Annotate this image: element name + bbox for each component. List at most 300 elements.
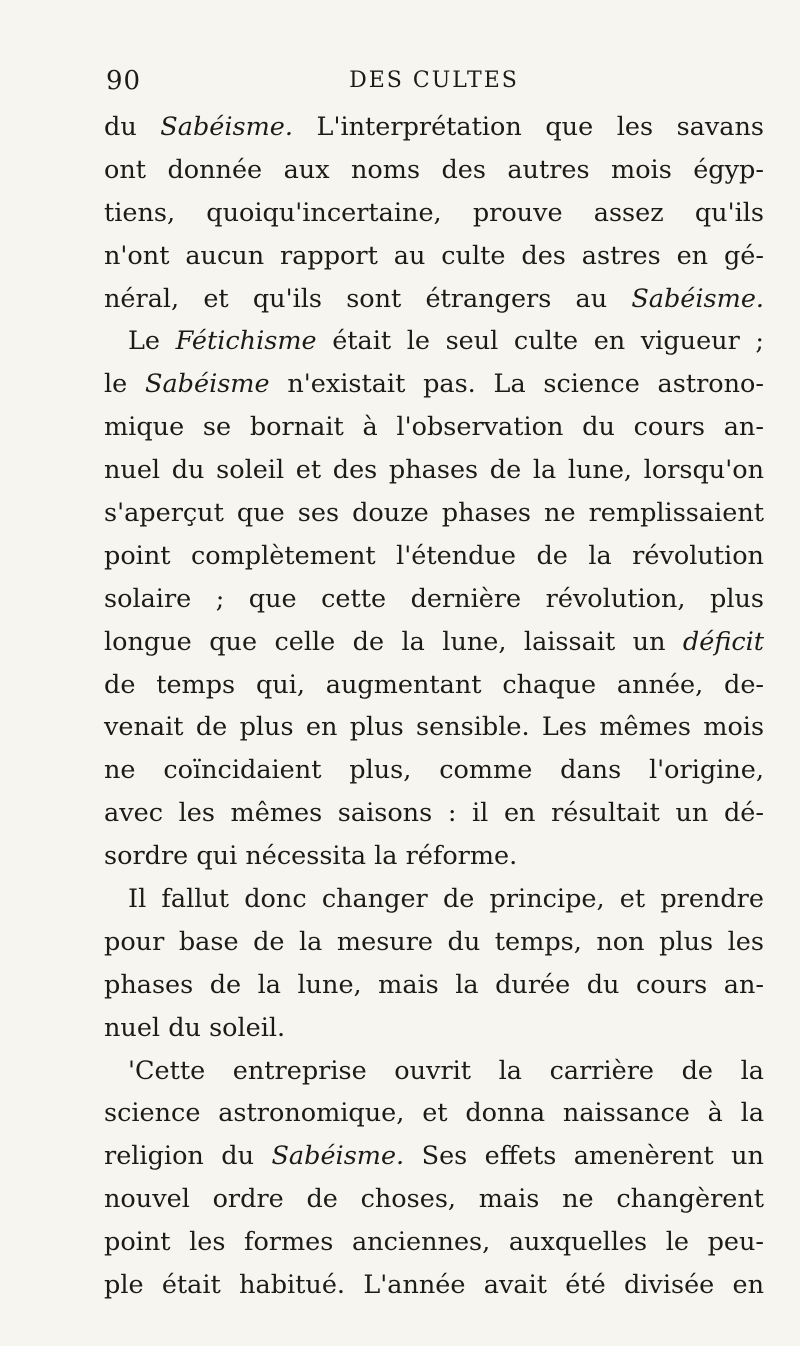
word: changer: [321, 884, 428, 915]
word: carrière: [549, 1055, 654, 1086]
word: science: [543, 369, 640, 400]
text-line: [104, 106, 764, 149]
word-gap: [488, 792, 504, 835]
word-gap: [713, 921, 728, 964]
word: ne: [562, 1184, 594, 1215]
word-gap: [136, 749, 164, 792]
word-gap: [401, 278, 425, 321]
word-gap: [171, 535, 191, 578]
word: durée: [495, 969, 571, 1000]
word-gap: [660, 792, 676, 835]
word-gap: [563, 192, 594, 235]
word: point: [104, 1227, 171, 1258]
word: donna: [465, 1098, 546, 1129]
word: dernière: [410, 583, 522, 614]
word-gap: [605, 878, 620, 921]
word: avec: [104, 798, 163, 829]
word-gap: [490, 1221, 509, 1264]
word-gap: [333, 1221, 352, 1264]
word: avait: [483, 1270, 547, 1301]
word: auxquelles: [508, 1227, 648, 1258]
word-gap: [262, 149, 283, 192]
word: pour: [104, 926, 165, 957]
word-gap: [127, 363, 145, 406]
word: plus: [349, 712, 404, 743]
page-number: 90: [106, 66, 142, 96]
word: du: [447, 926, 481, 957]
word: donc: [244, 884, 307, 915]
word-gap: [691, 706, 703, 749]
word: cours: [635, 969, 708, 1000]
word-gap: [285, 492, 298, 535]
word: formes: [244, 1227, 334, 1258]
word-gap: [200, 1092, 218, 1135]
word-gap: [378, 406, 397, 449]
word-gap: [505, 235, 521, 278]
word: la: [401, 626, 425, 657]
word: le: [104, 369, 128, 400]
running-title: DES CULTES: [349, 68, 519, 93]
word-gap: [707, 964, 723, 1007]
word: pas.: [423, 369, 476, 400]
italic-word: déficit: [682, 626, 765, 657]
word: base: [178, 926, 239, 957]
word-gap: [708, 235, 724, 278]
text-line: [104, 664, 764, 707]
word: à: [707, 1098, 723, 1129]
word: mêmes: [599, 712, 691, 743]
text-line: [104, 878, 764, 921]
word: soleil.: [209, 1012, 286, 1043]
word-gap: [530, 706, 542, 749]
word: qui,: [255, 669, 305, 700]
word-gap: [224, 578, 248, 621]
word: chaque: [502, 669, 597, 700]
word-gap: [482, 664, 503, 707]
word: la: [257, 969, 281, 1000]
word-gap: [215, 792, 231, 835]
word-gap: [576, 492, 589, 535]
word-gap: [545, 1092, 563, 1135]
word-gap: [386, 578, 410, 621]
word-gap: [568, 535, 588, 578]
word: aux: [283, 154, 330, 185]
word: douze: [352, 498, 429, 529]
word: venait: [104, 712, 184, 743]
word-gap: [345, 1264, 363, 1307]
word: anciennes,: [351, 1227, 491, 1258]
word-gap: [466, 1264, 484, 1307]
word-gap: [690, 1092, 708, 1135]
word: de: [352, 626, 385, 657]
word: été: [565, 1270, 606, 1301]
word-gap: [257, 621, 274, 664]
word-gap: [192, 621, 209, 664]
word-gap: [378, 235, 394, 278]
text-line: [104, 706, 764, 749]
body-text: [104, 106, 764, 1307]
text-line: [104, 320, 764, 363]
word-gap: [507, 621, 524, 664]
word-gap: [593, 106, 617, 149]
word-gap: [411, 749, 439, 792]
word: un: [632, 626, 666, 657]
word: dé-: [723, 798, 764, 829]
word-gap: [522, 1050, 550, 1093]
word-gap: [284, 449, 296, 492]
word-gap: [714, 1135, 731, 1178]
word: du: [104, 112, 137, 142]
word-gap: [645, 878, 660, 921]
word-gap: [160, 449, 172, 492]
word: La: [493, 369, 526, 400]
word: principe,: [489, 884, 605, 915]
word-gap: [471, 1050, 499, 1093]
word: complètement: [190, 540, 376, 571]
word: sont: [346, 283, 402, 314]
word-gap: [714, 1264, 732, 1307]
word-gap: [705, 406, 724, 449]
word: Le: [128, 326, 161, 357]
word: la: [740, 1055, 764, 1086]
word: soleil: [216, 455, 285, 486]
word-gap: [708, 792, 724, 835]
word: religion: [104, 1141, 204, 1172]
word: les: [178, 798, 215, 829]
word-gap: [556, 1135, 573, 1178]
word-gap: [366, 835, 374, 878]
word-gap: [703, 664, 724, 707]
text-line: [104, 749, 764, 792]
word: changèrent: [616, 1184, 765, 1215]
word-gap: [146, 149, 167, 192]
word: ont: [104, 154, 147, 185]
word-gap: [625, 320, 641, 363]
text-line: [104, 535, 764, 578]
word-gap: [362, 964, 378, 1007]
word: laissait: [523, 626, 616, 657]
word: longue: [104, 626, 192, 657]
word: celle: [274, 626, 336, 657]
text-line: [104, 1221, 764, 1264]
word: savans: [676, 112, 765, 142]
text-line: [104, 964, 764, 1007]
word: cours: [633, 412, 705, 443]
italic-word: Sabéisme.: [160, 112, 293, 142]
word-gap: [335, 621, 352, 664]
word-gap: [227, 706, 239, 749]
word-gap: [241, 964, 257, 1007]
word-gap: [169, 235, 185, 278]
word-gap: [204, 449, 216, 492]
word: point: [104, 540, 171, 571]
word: augmentant: [325, 669, 482, 700]
word: était: [332, 326, 392, 357]
word: à: [362, 412, 378, 443]
word-gap: [322, 921, 337, 964]
word: en: [732, 1270, 765, 1301]
word: et: [295, 455, 322, 486]
word-gap: [521, 578, 545, 621]
word: de: [536, 540, 568, 571]
word: révolution,: [545, 583, 686, 614]
word-gap: [184, 406, 203, 449]
word: ne: [544, 498, 576, 529]
word-gap: [619, 964, 635, 1007]
word-gap: [317, 320, 333, 363]
word-gap: [596, 664, 617, 707]
word: astronomique,: [218, 1098, 405, 1129]
word: qu'ils: [694, 197, 764, 228]
word-gap: [270, 363, 288, 406]
word-gap: [479, 964, 495, 1007]
word-gap: [205, 1050, 233, 1093]
word: comme: [439, 755, 533, 786]
word-gap: [587, 706, 599, 749]
word-gap: [377, 449, 389, 492]
word: mique: [104, 412, 185, 443]
word-gap: [547, 1264, 565, 1307]
word-gap: [456, 1178, 479, 1221]
word-gap: [486, 149, 507, 192]
word: du: [171, 455, 205, 486]
word-gap: [570, 964, 586, 1007]
text-line: [104, 192, 764, 235]
word: peu-: [707, 1227, 765, 1258]
word: l'origine,: [649, 755, 764, 786]
word: plus,: [349, 755, 412, 786]
word: qui: [196, 841, 238, 872]
word-gap: [285, 921, 300, 964]
word-gap: [539, 1178, 562, 1221]
word: du: [221, 1141, 255, 1172]
word-gap: [307, 878, 322, 921]
word: se: [202, 412, 232, 443]
word-gap: [144, 1264, 162, 1307]
word-gap: [535, 792, 551, 835]
word-gap: [294, 706, 306, 749]
word: les: [727, 926, 764, 957]
word: science: [104, 1098, 201, 1129]
word: plus: [239, 712, 294, 743]
word-gap: [225, 1221, 244, 1264]
word: phases: [104, 969, 194, 1000]
word: mêmes: [230, 798, 323, 829]
word-gap: [404, 706, 416, 749]
word: de-: [724, 669, 765, 700]
word: gé-: [723, 240, 765, 271]
word-gap: [582, 921, 597, 964]
word-gap: [239, 921, 254, 964]
word: prouve: [472, 197, 563, 228]
text-line: [104, 792, 764, 835]
word-gap: [190, 1178, 213, 1221]
word: étrangers: [425, 283, 552, 314]
word: en: [676, 240, 709, 271]
word: réforme.: [405, 841, 518, 872]
word-gap: [281, 964, 297, 1007]
word: la: [498, 1055, 523, 1086]
italic-word: Sabéisme.: [271, 1141, 405, 1172]
word: de: [104, 669, 136, 700]
word-gap: [428, 878, 443, 921]
word: la: [299, 926, 323, 957]
word-gap: [160, 320, 176, 363]
word: donnée: [167, 154, 263, 185]
word: année,: [616, 669, 704, 700]
word-gap: [391, 320, 407, 363]
word: sensible.: [416, 712, 530, 743]
word: du: [586, 969, 620, 1000]
word: nouvel: [104, 1184, 190, 1215]
word-gap: [367, 1050, 395, 1093]
word-gap: [330, 149, 351, 192]
word: de: [306, 1184, 338, 1215]
word: effets: [484, 1141, 557, 1172]
word-gap: [666, 621, 683, 664]
text-line: [104, 406, 764, 449]
word-gap: [590, 149, 611, 192]
word-gap: [467, 1135, 484, 1178]
word: il: [472, 798, 489, 829]
word-gap: [521, 449, 533, 492]
word: les: [189, 1227, 226, 1258]
text-line: [104, 1007, 764, 1050]
word-gap: [430, 320, 446, 363]
word-gap: [433, 921, 448, 964]
word-gap: [429, 492, 442, 535]
word: le: [665, 1227, 689, 1258]
word: mais: [478, 1184, 540, 1215]
word: en: [593, 326, 626, 357]
word-gap: [179, 278, 203, 321]
word-gap: [135, 664, 156, 707]
word-gap: [448, 1092, 466, 1135]
word-gap: [405, 363, 423, 406]
word: les: [616, 112, 654, 142]
word: mais: [378, 969, 439, 1000]
text-line: [104, 278, 764, 321]
italic-word: Fétichisme: [175, 326, 317, 357]
word-gap: [175, 192, 206, 235]
book-page: [104, 66, 764, 1307]
word-gap: [632, 449, 644, 492]
word-gap: [229, 878, 244, 921]
word: fallut: [161, 884, 230, 915]
text-line: [104, 1178, 764, 1221]
word-gap: [146, 878, 161, 921]
word-gap: [339, 492, 352, 535]
word: L'interprétation: [316, 112, 522, 142]
word: remplissaient: [588, 498, 764, 529]
word: résultait: [551, 798, 660, 829]
word: de: [195, 712, 228, 743]
word: ple: [104, 1270, 144, 1301]
word: que: [545, 112, 594, 142]
word: phases: [388, 455, 479, 486]
word: ne: [104, 755, 136, 786]
word: ses: [297, 498, 340, 529]
word-gap: [476, 363, 494, 406]
word: et: [422, 1098, 448, 1129]
word-gap: [740, 320, 756, 363]
word-gap: [607, 278, 631, 321]
text-line: [104, 149, 764, 192]
word-gap: [645, 921, 660, 964]
word: égyp-: [693, 154, 764, 185]
word: ordre: [212, 1184, 284, 1215]
word-gap: [297, 578, 321, 621]
word: mesure: [336, 926, 433, 957]
word-gap: [184, 706, 196, 749]
word-gap: [686, 578, 710, 621]
italic-word: Sabéisme: [144, 369, 270, 400]
word-gap: [344, 406, 363, 449]
word-gap: [191, 578, 215, 621]
word: seul: [445, 326, 499, 357]
word-gap: [235, 664, 256, 707]
word: vigueur: [640, 326, 740, 357]
word-gap: [456, 792, 472, 835]
word: phases: [441, 498, 531, 529]
word: assez: [593, 197, 664, 228]
word: lune,: [567, 455, 633, 486]
word-gap: [384, 621, 401, 664]
word: un: [675, 798, 709, 829]
word: au: [393, 240, 426, 271]
word-gap: [442, 192, 473, 235]
word: 'Cette: [128, 1055, 206, 1086]
word-gap: [404, 1092, 422, 1135]
word: naissance: [562, 1098, 690, 1129]
word: au: [575, 283, 608, 314]
word: la: [588, 540, 612, 571]
word: non: [596, 926, 645, 957]
word-gap: [321, 749, 349, 792]
word-gap: [305, 664, 326, 707]
word: temps,: [494, 926, 582, 957]
word: du: [582, 412, 615, 443]
word: coïncidaient: [163, 755, 322, 786]
word-gap: [522, 106, 546, 149]
word-gap: [376, 535, 396, 578]
word-gap: [229, 278, 253, 321]
word: des: [521, 240, 566, 271]
word: Les: [541, 712, 587, 743]
word-gap: [474, 878, 489, 921]
word-gap: [480, 921, 495, 964]
word-gap: [201, 1007, 209, 1050]
word-gap: [425, 235, 441, 278]
word: sordre: [104, 841, 189, 872]
text-line: [104, 921, 764, 964]
word: divisée: [623, 1270, 715, 1301]
word: ouvrit: [394, 1055, 472, 1086]
word: quoiqu'incertaine,: [206, 197, 442, 228]
word-gap: [723, 1092, 741, 1135]
word-gap: [661, 235, 677, 278]
word-gap: [231, 406, 250, 449]
word: que: [236, 498, 285, 529]
word-gap: [193, 964, 209, 1007]
word: n'existait: [287, 369, 406, 400]
word: Ses: [421, 1141, 468, 1172]
word: de: [253, 926, 285, 957]
word: solaire: [104, 583, 192, 614]
word: lune,: [297, 969, 362, 1000]
word: était: [161, 1270, 221, 1301]
word-gap: [551, 278, 575, 321]
